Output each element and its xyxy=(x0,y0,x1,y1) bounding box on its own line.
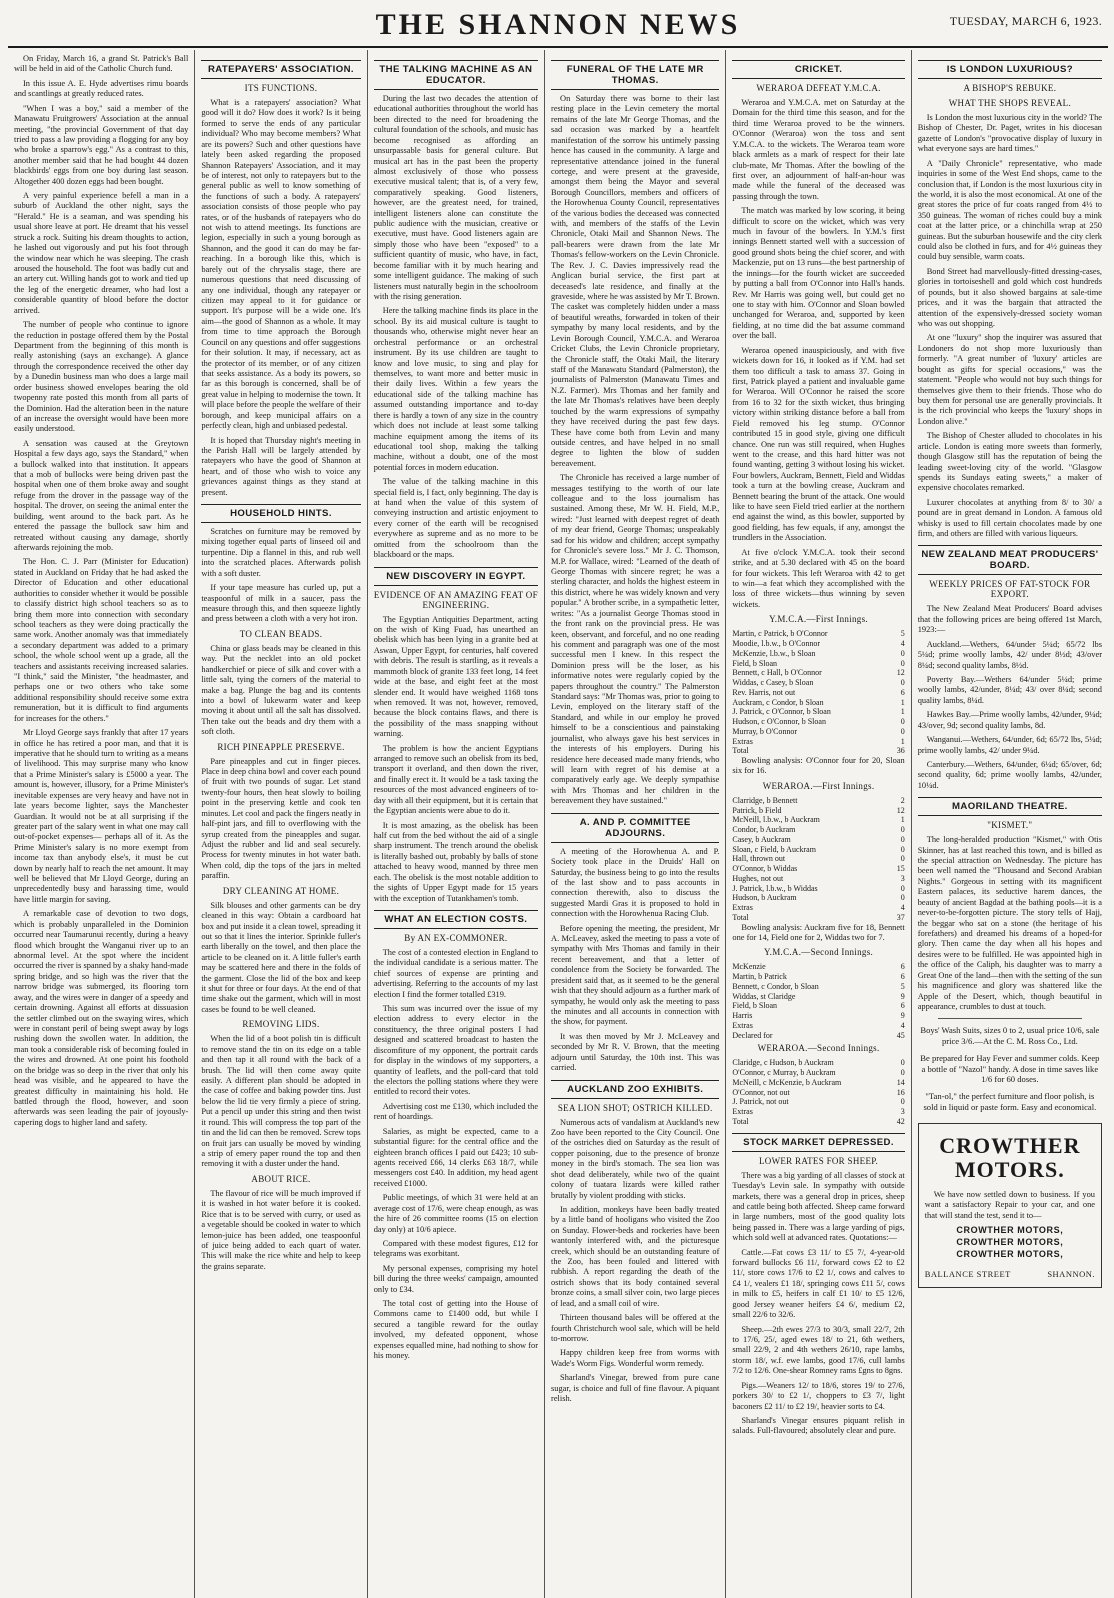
score-row xyxy=(732,1031,904,1041)
runs: 6 xyxy=(900,962,905,972)
runs: 0 xyxy=(900,726,905,736)
article-pineapple xyxy=(201,757,360,882)
paragraph: Sharland's Vinegar ensures piquant relish in salads. Full-flavoured; absolutely clear and pure. xyxy=(732,1415,905,1436)
batsman: J. Patrick, c O'Connor, b Sloan xyxy=(732,707,831,717)
headline-london-luxurious: IS LONDON LUXURIOUS? xyxy=(918,60,1102,79)
runs: 4 xyxy=(900,1020,905,1030)
paragraph: This sum was incurred over the issue of my election address to every elector in the constituency, the three original posters I had designed and scattered broadcast to hasten the discomfiture of my opponent, the portrait cards for display in the windows of my supporters, a quantity of leaflets, and the poll-card that told the electors the polling stations where they were entitled to record their votes. xyxy=(373,1004,539,1097)
subhead-pineapple: RICH PINEAPPLE PRESERVE. xyxy=(217,741,345,752)
runs: 37 xyxy=(896,912,905,922)
paragraph: A meeting of the Horowhenua A. and P. Society took place in the Druids' Hall on Saturday, the business being to go into the results of the last show and to pass accounts in connection therewith, also to discuss the suggested Mardi Gras it is proposed to hold in connection with the Horowhenua Racing Club. xyxy=(551,846,720,919)
batsman: O'Connor, c Murray, b Auckram xyxy=(732,1068,836,1078)
runs: 0 xyxy=(900,825,905,835)
article-ap-committee xyxy=(551,847,719,1074)
subhead-auckland-zoo: SEA LION SHOT; OSTRICH KILLED. xyxy=(557,1102,713,1113)
batsman: Claridge, c Hudson, b Auckram xyxy=(732,1058,834,1068)
paragraph: Pare pineapples and cut in finger pieces. Place in deep china bowl and cover each pound of fruit with two pounds of sugar. Let stand twenty-four hours, then heat slowly to boiling point in the preserving kettle and cook ten minutes. Let cool and pack the fingers neatly in half-pint jars, and fill to overflowing with the syrup created from the pineapples and sugar. Adjust the rubber and lid and seal securely. Process for twenty minutes in hot water bath. When cold, dip the tops of the jars in melted paraffin. xyxy=(201,756,361,881)
score-row xyxy=(732,806,904,816)
article-cricket xyxy=(732,98,904,610)
headline-cricket: CRICKET. xyxy=(732,60,904,79)
issue-date: TUESDAY, MARCH 6, 1923. xyxy=(949,14,1102,28)
runs: 1 xyxy=(900,707,905,717)
batsman: Patrick, b Field xyxy=(732,805,782,815)
crowther-ad-line: CROWTHER MOTORS, xyxy=(956,1249,1064,1260)
paragraph: On Friday, March 16, a grand St. Patrick's Ball will be held in aid of the Catholic Church fund. xyxy=(14,54,189,74)
batsman: McKenzie, l.b.w., b Sloan xyxy=(732,648,816,658)
batsman: Declared for xyxy=(732,1030,773,1040)
crowther-motors-ad xyxy=(918,1123,1102,1289)
score-row xyxy=(732,1068,904,1078)
subhead-functions: ITS FUNCTIONS. xyxy=(244,83,318,93)
score-row xyxy=(732,1078,904,1088)
bowling-analysis-1: Bowling analysis: O'Connor four for 20, Sloan six for 16. xyxy=(732,756,905,776)
batsman: Field, b Sloan xyxy=(732,1001,778,1011)
score-row xyxy=(732,962,904,972)
runs: 15 xyxy=(896,864,905,874)
scorecard-title-1: Y.M.C.A.—First Innings. xyxy=(769,614,868,625)
score-row xyxy=(732,1097,904,1107)
batsman: Widdas, c Casey, b Sloan xyxy=(732,678,814,687)
paragraph: Hawkes Bay.—Prime woolly lambs, 42/under, 9¼d; 43/over, 9d; second quality lambs, 8d. xyxy=(917,710,1102,730)
paragraph: Thirteen thousand bales will be offered at the fourth Christchurch wool sale, which will be held to-morrow. xyxy=(551,1313,720,1343)
score-row xyxy=(732,913,904,923)
paragraph: The flavour of rice will be much improved if it is washed in hot water before it is cooked. Rice that is to be served with curry, or used as a vegetable should be cooked in water to which lemon-juice has been added, one teaspoonful of juice being added to each quart of water. This will make the rice white and help to keep the grains separate. xyxy=(201,1188,361,1271)
score-row xyxy=(732,688,904,698)
paragraph: Weraroa opened inauspiciously, and with five wickets down for 16, it looked as if Y.M. had set them too difficult a task to amass 37. Going in first, Patrick played a patient and invaluable game for Weraroa. Will O'Connor he raised the score from 16 to 32 for the sixth wicket, thus bringing victory within striking distance before a ball from Field removed his leg stump. O'Connor contributed 15 in good style, giving one difficult chance. One run was still required, when Hughes went to the crease, and this hard hitter was not found wanting, getting 3 without losing his wicket. Four bowlers, Auckram, Bennett, Field and Widdas took a turn at the bowling crease, Auckram and Bennett bearing the brunt of the attack. One would like to have seen Field tried earlier at the northern end against the wind, as this bowler, supported by good fielding, has few equals, if any, amongst the trundlers in the Association. xyxy=(732,345,905,543)
crowther-ad-line: CROWTHER MOTORS, xyxy=(956,1237,1064,1248)
paragraph: Here the talking machine finds its place in the school. By its aid musical culture is taught to thousands who, otherwise might never hear an orchestral performance or an orchestral instrument. By its use children are taught to know and love music, to sing and play for themselves, to want more and better music in their daily lives. Within a few years the educational side of the talking machine has assumed outstanding importance and to-day there is hardly a town of any size in the country which does not include at least some talking machine equipment among the items of its educational tool shop, making the talking machine, without a doubt, one of the most potential forces in modern education. xyxy=(373,306,539,472)
paragraph: The value of the talking machine in this special field is, I fact, only beginning. The day is at hand when the value of this system of conveying instruction and artistic enjoyment to every corner of the earth will be recognised everywhere as supreme and as no more to be omitted from the schoolroom than the blackboard or the maps. xyxy=(373,477,539,560)
score-row xyxy=(732,835,904,845)
article-ratepayers xyxy=(201,98,360,498)
batsman: Extras xyxy=(732,1020,753,1030)
bowling-analysis-2: Bowling analysis: Auckram five for 18, Bennett one for 14, Field one for 2, Widdas two for 7. xyxy=(732,922,905,943)
scorecard-3 xyxy=(732,962,904,1040)
scorecard-1 xyxy=(732,629,904,756)
subhead-bishops-rebuke: A BISHOP'S REBUKE. xyxy=(963,83,1057,93)
batsman: Hughes, not out xyxy=(732,873,784,883)
score-row xyxy=(732,1001,904,1011)
paragraph: During the last two decades the attention of educational authorities throughout the world has been directed to the need for broadening the cultural foundation of the schools, and music has become recognised as affording an unsurpassable basis for general culture. But musical art has in the past been the property almost exclusively of those who possess executive musical talent; that is, of a very few, comparatively speaking. Good listeners, however, are the greatest need, for trained, intelligent listeners alone can constitute the public audience with the musician, creative or executive, must have. Good listeners again are simply those who have been "exposed" to a sufficient quantity of music, who have, in fact, become familiar with it by much hearing and some intelligent guidance. The making of such listeners must naturally begin in the schoolroom with the rising generation. xyxy=(373,94,539,302)
runs: 0 xyxy=(900,834,905,844)
score-row xyxy=(732,1021,904,1031)
paragraph: "Tan-ol," the perfect furniture and floor polish, is sold in liquid or paste form. Easy and economical. xyxy=(923,1091,1097,1112)
score-row xyxy=(732,884,904,894)
score-row xyxy=(732,746,904,756)
batsman: Hall, thrown out xyxy=(732,854,786,864)
runs: 45 xyxy=(896,1030,905,1040)
paragraph: Advertising cost me £130, which included the rent of hoardings. xyxy=(373,1101,539,1122)
paragraph: Sharland's Vinegar, brewed from pure cane sugar, is choice and full of fine flavour. A piquant relish. xyxy=(551,1373,720,1404)
runs: 12 xyxy=(896,805,905,815)
score-row xyxy=(732,845,904,855)
article-about-rice xyxy=(201,1189,360,1272)
batsman: Martin, c Patrick, b O'Connor xyxy=(732,629,828,639)
runs: 0 xyxy=(900,648,905,658)
score-row xyxy=(732,668,904,678)
batsman: Rev. Harris, not out xyxy=(732,687,796,697)
paragraph: Wanganui.—Wethers, 64/under, 6d; 65/72 lbs, 5¼d; prime woolly lambs, 42/ under 9¼d. xyxy=(917,735,1102,755)
scorecard-4 xyxy=(732,1058,904,1126)
paragraph: Luxurer chocolates at anything from 8/ to 30/ a pound are in great demand in London. A famous old whisky is used to fill certain chocolates made by one firm, and others are filled with various liqueurs. xyxy=(917,497,1102,539)
paragraph: A remarkable case of devotion to two dogs, which is probably unparalleled in the Dominion occurred near Taumarunui recently, during a heavy flood which brought the Wanganui river up to an abnormal level. At the spot where the incident occurred the river is spanned by a shaky hand-made spring bridge, and so high was the river that the narrow bridge was submerged, its flooring torn away, and the wires were in danger of a speedy and certain drowning. Against all efforts at dissuasion the settler climbed out on the swaying wires, which were in constant peril of being swept away by logs rushing down the swollen water. In addition, the man took a considerable risk of becoming fouled in the wires and drowned. At one point his foothold on the bridge was so deep in the river that only his head was visible, and he appeared to have the greatest difficulty in maintaining his hold. He battled through the flood, however, and soon afterwards was seen leading the pair of joyously-capering dogs to higher land and safety. xyxy=(14,909,189,1127)
paragraph: The Egyptian Antiquities Department, acting on the wish of King Fuad, has unearthed an obelisk which has been lying in a granite bed at Aswan, Upper Egypt, for centuries, half covered with debris. The result is startling, as it reveals a mammoth block of granite 133 feet long, 14 feet wide at the base, and eight feet at the most slender end. It would have weighed 1168 tons when removed. It was not, however, removed, because the block contains flaws, and there is the possibility of the mass snapping without warning. xyxy=(373,614,539,739)
paragraph: The Bishop of Chester alluded to chocolates in his article. London is eating more sweets than formerly, though Glasgow still has the reputation of being the leading sweet-loving city of the world. "Glasgow spends its Sundays eating sweets," a maker of expensive chocolates remarked. xyxy=(917,431,1102,493)
score-row xyxy=(732,854,904,864)
batsman: Extras xyxy=(732,903,753,913)
score-row xyxy=(732,1107,904,1117)
paragraph: Scratches on furniture may be removed by mixing together equal parts of linseed oil and turpentine. Dip a flannel in this, and rub well into the scratched places. Afterwards polish with a soft duster. xyxy=(201,527,361,578)
subhead-egypt: EVIDENCE OF AN AMAZING FEAT OF ENGINEERING. xyxy=(373,589,538,610)
score-row xyxy=(732,796,904,806)
paragraph: The long-heralded production "Kismet," with Otis Skinner, has at last reached this town, and is billed as the special attraction on Wednesday. The picture has been well named the "Thousand and Second Arabian Nights." Gorgeous in setting with its magnificent Eastern palaces, its seductive harem dances, the beauty of ancient Bagdad at the bathing pools—it is a never-to-be-forgotten picture. The story tells of Hajj, the beggar who sat on a stone (the heritage of his forefathers) and dreamed his dreams of a hoped-for glory. Then came the day when all his hopes and desires were to be fulfilled. He was appointed high in the office of the Caliph, his daughter was to marry a Great One of the land—then with the setting of the sun his magnificence and glory was shattered like the Apple of the Desert, which, though beautiful in appearance, crumbles to dust at touch. xyxy=(917,835,1102,1011)
score-row xyxy=(732,815,904,825)
runs: 3 xyxy=(900,1107,905,1117)
runs: 0 xyxy=(900,844,905,854)
subhead-kismet: "KISMET." xyxy=(987,820,1033,831)
runs: 14 xyxy=(896,1077,905,1087)
score-row xyxy=(732,737,904,747)
runs: 5 xyxy=(900,981,905,991)
article-stock-market xyxy=(732,1171,904,1437)
paragraph: The Hon. C. J. Parr (Minister for Education) stated in Auckland on Friday that he had asked the Director of Education and other educational authorities to consider whether it would be possible to classify district high school teachers so as to bring them more into connection with secondary school teachers as they were doing practically the same work. Another anomaly was that immediately a secondary department was added to a primary school, the whole school went up a grade, all the teachers and assistants receiving increased salaries. "I think," said the Minister, "the headmaster, and perhaps one or two others who take some additional responsibility should receive some extra remuneration, but it is difficult to find arguments for increases for the others." xyxy=(14,557,189,723)
subhead-removing-lids: REMOVING LIDS. xyxy=(242,1019,320,1030)
runs: 36 xyxy=(896,746,905,756)
paragraph: Silk blouses and other garments can be dry cleaned in this way: Obtain a cardboard hat box and put inside it a clean towel, spreading it out so that it lines the interior. Sprinkle fuller's earth liberally on the towel, and then place the article to be cleaned on it. A little fuller's earth may be scattered here and there in the folds of the garment. Close the lid of the box and keep it shut for three or four days. At the end of that time shake out the garment, which will in most cases be found to be well cleaned. xyxy=(201,900,361,1014)
paragraph: What is a ratepayers' association? What good will it do? How does it work? Is it being formed to serve the ends of any particular individual? Who may become members? What are its powers? Such and other questions have lately been asked regarding the proposed Shannon Ratepayers' Association, and it may be of interest, not only to ratepayers but to the general public as well to know something of the functions of such a body. A ratepayers' association consists of those people who pay rates, or of the husbands of ratepayers who do not wish to attend meetings. Its functions are legion, especially in such a young borough as Shannon, and the good it can do may be far-reaching. In a borough like this, which is barely out of the chrysalis stage, there are numerous questions that need discussing of any one individual, though any ratepayer or citizen may appeal to it for guidance or support. It's purpose will be a wide one. It's aim—the good of Shannon as a whole. It may from time to time approach the Borough Council on any questions and offer suggestions for their solution. It may, if necessary, act as the protector of its member, or of any citizen that seeks assistance. As a body its powers, so far as this borough is concerned, shall be of great value in helping to modernise the town. It will place before the people the welfare of their borough, and keep municipal affairs on a perfectly clean, high and unbiased pedestal. xyxy=(201,98,361,431)
paragraph: Happy children keep free from worms with Wade's Worm Figs. Wonderful worm remedy. xyxy=(551,1348,720,1368)
article-talking-machine xyxy=(374,94,538,561)
paragraph: A sensation was caused at the Greytown Hospital a few days ago, says the Standard," when a bullock walked into that institution. It appears that a mob of bullocks were being driven past the hospital when one of them broke away and sought refuge from the drover in the passage way of the hospital. The drover, on seeing the animal enter the building, went around to the back part. As he entered the passage the bullock saw him and retreated without causing any damage, shortly afterwards rejoining the mob. xyxy=(14,438,189,552)
batsman: Auckram, c Condor, b Sloan xyxy=(732,697,824,707)
divider xyxy=(938,1018,1082,1019)
subhead-meat-board: WEEKLY PRICES OF FAT-STOCK FOR EXPORT. xyxy=(929,579,1091,600)
paragraph: In addition, monkeys have been badly treated by a little band of hooligans who visited the Zoo on Sunday. Flower-beds and rockeries have been wantonly interfered with, and the picturesque creek, which should be an outstanding feature of the Zoo, has been fouled and littered with rubbish. A report regarding the death of the ostrich shows that its body contained several bronze coins, a small silver coin, two large pieces of lead, and a small coil of wire. xyxy=(551,1204,720,1308)
paragraph: At five o'clock Y.M.C.A. took their second strike, and at 5.30 declared with 45 on the board for four wickets. This left Weraroa with 42 to get to win—a feat which they accomplished with the loss of three wickets—thus winning by seven wickets. xyxy=(732,547,905,609)
score-row xyxy=(732,639,904,649)
paragraph: Before opening the meeting, the president, Mr A. McLeavey, asked the meeting to pass a vote of sympathy with Mrs Thomas and family in their recent bereavement, and that a letter of condolence from the Society be forwarded. The president said that, as it seemed to be the general wish that they should adjourn as a further mark of sympathy, he would only ask the meeting to pass the minutes and all accounts in connection with the show, for payment. xyxy=(551,923,720,1027)
runs: 0 xyxy=(900,883,905,893)
paragraph: Compared with these modest figures, £12 for telegrams was exorbitant. xyxy=(373,1238,539,1259)
paragraph: At one "luxury" shop the inquirer was assured that Londoners do not shop more luxuriously than formerly. "A great number of 'luxury' articles are bought as gifts for special occasions," was the statement. "People who would not buy such things for themselves give them to their friends. Those who do buy them for personal use are generally provincials. It is the rich provincial who keeps the 'luxury' shops in London alive." xyxy=(917,333,1102,426)
headline-auckland-zoo: AUCKLAND ZOO EXHIBITS. xyxy=(551,1080,719,1099)
score-row xyxy=(732,678,904,688)
batsman: Extras xyxy=(732,1107,753,1117)
runs: 6 xyxy=(900,1001,905,1011)
column-3 xyxy=(368,50,545,1598)
scorecard-title-2: WERAROA.—First Innings. xyxy=(762,780,875,791)
runs: 3 xyxy=(900,873,905,883)
batsman: Field, b Sloan xyxy=(732,658,778,668)
paragraph: The match was marked by low scoring, it being difficult to score on the wicket, which was very much in favour of the bowlers. In Y.M.'s first innings Bennett started well with a succession of good ground shots being the chief scorer, and with Mackenzie, put on 13 runs—the best partnership of the innings—for the fourth wicket are succeeded by putting a ball from O'Connor into Hall's hands. Rev. Mr Harris was going well, but could get no one to stay with him. O'Connor and Sloan bowled unchanged for Weraroa, and, supported by keen fielding, at no time did the bat assume command over the ball. xyxy=(732,206,905,341)
score-row xyxy=(732,982,904,992)
runs: 5 xyxy=(900,629,905,639)
small-ads xyxy=(918,1025,1102,1112)
batsman: J. Patrick, l.b.w., b Widdas xyxy=(732,883,818,893)
newspaper-title: THE SHANNON NEWS xyxy=(375,8,741,41)
subhead-cricket: WERAROA DEFEAT Y.M.C.A. xyxy=(756,83,881,93)
article-egypt xyxy=(374,615,538,904)
batsman: Moodie, l.b.w., b O'Connor xyxy=(732,639,820,648)
runs: 6 xyxy=(900,687,905,697)
batsman: Sloan, c Field, b Auckram xyxy=(732,844,816,854)
batsman: O'Connor, b Widdas xyxy=(732,864,798,874)
score-row xyxy=(732,874,904,884)
score-row xyxy=(732,972,904,982)
paragraph: Public meetings, of which 31 were held at an average cost of 17/6, were cheap enough, as was the hire of 26 committee rooms (15 on election day only) at 10/6 apiece. xyxy=(373,1193,539,1234)
runs: 2 xyxy=(900,795,905,805)
paragraph: Boys' Wash Suits, sizes 0 to 2, usual price 10/6, sale price 3/6.—At the C. M. Ross Co., Ltd. xyxy=(920,1025,1100,1047)
scorecard-title-3: Y.M.C.A.—Second Innings. xyxy=(764,947,874,958)
headline-funeral: FUNERAL OF THE LATE MR THOMAS. xyxy=(551,60,719,90)
batsman: Hudson, c O'Connor, b Sloan xyxy=(732,717,826,726)
headline-maoriland-theatre: MAORILAND THEATRE. xyxy=(918,797,1102,816)
paragraph: The total cost of getting into the House of Commons came to £1400 odd, but while I secured a tangible reward for the outlay involved, my defeated opponent, whose expenses equalled mine, had nothing to show for his money. xyxy=(373,1299,539,1361)
paragraph: A very painful experience befell a man in a suburb of Auckland the other night, says the "Herald." He is a seaman, and was spending his usual shore leave at port. He dreamt that his vessel struck a rock. Suiting his dream thoughts to action, he lashed out vigorously and put his foot through the window near which he was sleeping. The crash aroused the household. The foot was badly cut and an artery cut. Willing hands got to work and tied up the leg of the energetic dreamer, who had lost a considerable quantity of blood before the doctor arrived. xyxy=(14,191,189,315)
headline-household-hints: HOUSEHOLD HINTS. xyxy=(201,504,360,523)
subhead-about-rice: ABOUT RICE. xyxy=(251,1173,311,1184)
runs: 9 xyxy=(900,1011,905,1021)
batsman: Casey, b Auckram xyxy=(732,834,791,844)
paragraph: The number of people who continue to ignore the reduction in postage offered them by the Postal Department from the beginning of this month is really astonishing (says an exchange). A glance through the correspondence received the other day by a Dunedin business man who does a large mail order business showed envelopes bearing the old twopenny rate posted this month from all parts of the Dominion. Had the alteration been in the nature of an increase the oversight would have been more easily understood. xyxy=(14,320,189,434)
headline-meat-board: NEW ZEALAND MEAT PRODUCERS' BOARD. xyxy=(918,545,1102,575)
columns xyxy=(8,50,1108,1598)
paragraph: Bond Street had marvellously-fitted dressing-cases, glories in tortoiseshell and gold which cost hundreds of pounds, but it also showed bargains at sale-time prices, and it was the bargain that attracted the attention of the expensively-dressed society woman who was out shopping. xyxy=(917,266,1102,329)
paragraph: It was then moved by Mr J. McLeavey and seconded by Mr R. V. Brown, that the meeting adjourn until Saturday, the 10th inst. This was carried. xyxy=(551,1031,720,1073)
batsman: Total xyxy=(732,912,749,922)
article-election-costs xyxy=(374,948,538,1362)
runs: 16 xyxy=(896,1087,905,1097)
paragraph: Cattle.—Fat cows £3 11/ to £5 7/, 4-year-old forward bullocks £6 11/, forward cows £2 to £2 11/, store cows 17/6 to £2 1/, cows and calves to £4 1/, vealers £1 18/, springing cows £11 5/, cows in milk to £5, heifers in calf £1 10/ to £5 12/6, good Jersey weaner heifers £4 6/, medium £2, small 22/6 to 32/6. xyxy=(732,1247,905,1320)
headline-ratepayers: RATEPAYERS' ASSOCIATION. xyxy=(201,60,360,79)
article-removing-lids xyxy=(201,1034,360,1169)
article-dry-cleaning xyxy=(201,901,360,1016)
batsman: Total xyxy=(732,746,749,756)
score-row xyxy=(732,629,904,639)
paragraph: There was a big yarding of all classes of stock at Tuesday's Levin sale. In sympathy with outside markets, there was a general drop in prices, sheep and cattle being both affected. Sheep came forward in large numbers, most of the good quality lots being passed in. There was a large yarding of pigs, which sold well at advanced rates. Quotations:— xyxy=(732,1170,905,1243)
scorecard-title-4: WERAROA.—Second Innings. xyxy=(757,1043,880,1054)
paragraph: Be prepared for Hay Fever and summer colds. Keep a bottle of "Nazol" handy. A dose in time saves like 1/6 for 60 doses. xyxy=(920,1052,1100,1085)
score-row xyxy=(732,698,904,708)
batsman: McNeill, c McKenzie, b Auckram xyxy=(732,1077,842,1087)
crowther-ad-title: CROWTHER MOTORS. xyxy=(939,1132,1081,1182)
runs: 0 xyxy=(900,1058,905,1068)
runs: 1 xyxy=(900,697,905,707)
headline-ap-committee: A. AND P. COMMITTEE ADJOURNS. xyxy=(551,813,719,843)
paragraph: On Saturday there was borne to their last resting place in the Levin cemetery the mortal remains of the late Mr George Thomas, and the sad occasion was marked by a heartfelt manifestation of the sorrow his untimely passing hence has caused in the community. A large and representative attendance joined in the funeral cortege, and were present at the graveside, amongst them being the Mayor and several Borough Councillors, members and officers of the Horowhenua County Council, representatives of the various bodies the deceased was connected with, and members of the staffs of the Levin Chronicle, Otaki Mail and Shannon News. The pall-bearers were drawn from the late Mr Thomas's fellow-workers on the Levin Chronicle. The Rev. J. C. Davies impressively read the Anglican burial service, the first part at deceased's late residence, and finally at the graveside, where he was assisted by Mr T. Brown. The casket was completely hidden under a mass of beautiful wreaths, forwarded in token of their sympathy by many local residents, and by the Levin Borough Council, Y.M.C.A. and Weraroa Cricket Clubs, the Levin Chronicle proprietary, the Chronicle staff, the Otaki Mail, the literary staff of the Manawatu Standard (Palmerston), the journalists of Palmerston (Manawatu Times and N.Z. Farmer). Mrs Thomas and her family and the late Mr Thomas's relatives have been deeply touched by the warm expressions of sympathy they have received during the past few days. These have come both from Levin and many outside centres, and have helped in no small degree to lighten the blow of sudden bereavement. xyxy=(551,94,720,468)
subhead-dry-cleaning: DRY CLEANING AT HOME. xyxy=(222,885,340,896)
batsman: J. Patrick, not out xyxy=(732,1097,789,1107)
paragraph: Numerous acts of vandalism at Auckland's new Zoo have been reported to the City Council. One of the ostriches died on Saturday as the result of copper poisoning, due to the presence of bronze money in the bird's stomach. The sea lion was shot dead deliberately, while two of the quaint colony of tuatara lizards were killed rather brutally by violent prodding with sticks. xyxy=(551,1117,720,1200)
crowther-ad-address xyxy=(925,1269,1095,1279)
headline-election-costs: WHAT AN ELECTION COSTS. xyxy=(374,910,538,929)
paragraph: Pigs.—Weaners 12/ to 18/6, stores 19/ to 27/6, porkers 30/ to £2 1/, choppers to £3 7/, light baconers £2 11/ to £2 19/, heavier sorts to £4. xyxy=(732,1380,905,1411)
batsman: Bennett, c Condor, b Sloan xyxy=(732,981,819,991)
score-row xyxy=(732,1011,904,1021)
paragraph: When the lid of a boot polish tin is difficult to remove stand the tin on its edge on a table and then tap it all round with the back of a brush. The lid will then come away quite easily. A different plan should be adopted in the case of coffee and baking powder tins. Just below the lid tie very firmly a piece of string. Put a pencil up under this string and then twist it round. This will compress the top part of the tin and the lid can then be removed. Screw tops on fruit jars can usually be moved by winding a strip of emery paper round the top and then removing it with a duster under the hand. xyxy=(201,1034,361,1169)
column-1 xyxy=(8,50,195,1598)
batsman: Murray, b O'Connor xyxy=(732,726,798,736)
paragraph: Mr Lloyd George says frankly that after 17 years in office he has retired a poor man, and that it is imperative that he should turn to writing as a means of livelihood. This may surprise many who know that a Prime Minister's salary is £5000 a year. The amount is, however, illusory, for a Prime Minister's inevitable expenses are very heavy and have not in late years become lighter, says the Manchester Guardian. It would not be at all surprising if the greater part of the salary went in what one may call out-of-pocket expenses— perhaps all of it. As the Prime Minister's salary is no more exempt from income tax than anybody else's, it must be cut down by nearly half to reach the net amount. It may well be believed that Mr Lloyd George, during an unprecedentedly busy and harassing time, would have little margin for saving. xyxy=(14,728,189,904)
crowther-ad-line: CROWTHER MOTORS, xyxy=(956,1225,1064,1236)
paragraph: The cost of a contested election in England to the individual candidate is a serious matter. The chief sources of expense are printing and advertising. Referring to the accounts of my last election I find the former totalled £319. xyxy=(373,947,539,999)
runs: 0 xyxy=(900,717,905,726)
masthead xyxy=(8,6,1108,48)
batsman: McKenzie xyxy=(732,962,766,972)
batsman: O'Connor, not out xyxy=(732,1087,790,1097)
byline-election: By AN EX-COMMONER. xyxy=(404,932,508,943)
paragraph: The Chronicle has received a large number of messages testifying to the worth of our late colleague and to the loss journalism has sustained. Among these, Mr W. H. Field, M.P., wired: "Just learned with deepest regret of death of my dear friend, George Thomas; unspeakably sad for his widow and children; accept sympathy for Chronicle's severe loss." Mr J. C. Thomson, M.P. for Wallace, wired: "Learned of the death of George Thomas with sincere regret; he was a sterling character, and holds the highest esteem in this district, where he was widely known and very popular." A brother scribe, in a sympathetic letter, writes: "As a journalist George Thomas stood in the front rank on the provincial press. He was keen, observant, and forceful, and no one reading his comment and paragraph was one of the most successful men I knew. In this respect the Dominion press will be the loser, as his informative notes were regularly copied by the papers throughout the country." The Palmerston Standard says: "Mr Thomas was, prior to going to Levin, employed on the literary staff of the Standard, and while in our employ he proved himself to be a conscientious and painstaking journalist, who always gave his best services in the interests of his employers. During his residence here deceased made many friends, who will learn with regret of his demise at a comparatively early age. We deeply sympathise with Mrs Thomas and her children in the bereavement they have sustained." xyxy=(551,473,720,806)
column-5 xyxy=(726,50,911,1598)
runs: 12 xyxy=(896,668,905,678)
column-2 xyxy=(195,50,367,1598)
score-row xyxy=(732,1058,904,1068)
subhead-stock-market: LOWER RATES FOR SHEEP. xyxy=(758,1155,879,1166)
paragraph: My personal expenses, comprising my hotel bill during the three weeks' campaign, amounted only to £34. xyxy=(373,1263,539,1294)
paragraph: Weraroa and Y.M.C.A. met on Saturday at the Domain for the third time this season, and for the third time Weraroa proved to be the winners. O'Connor (Weraroa) won the toss and sent Y.M.C.A. to the wickets. The Weraroa team wore black armlets as a mark of respect for their late club-mate, Mr Thomas. After the bowling of the first over, an adjournment of half-an-hour was made while the funeral of the deceased was passing through the town. xyxy=(732,98,905,201)
batsman: McNeill, l.b.w., b Auckram xyxy=(732,815,820,825)
crowther-ad-body: We have now settled down to business. If you want a satisfactory Repair to your car, and one that will stand the test, send it to— xyxy=(924,1189,1095,1220)
score-row xyxy=(732,825,904,835)
headline-egypt: NEW DISCOVERY IN EGYPT. xyxy=(374,567,538,586)
score-row xyxy=(732,1088,904,1098)
runs: 1 xyxy=(900,736,905,746)
scorecard-2 xyxy=(732,796,904,923)
batsman: Condor, b Auckram xyxy=(732,825,796,835)
article-funeral xyxy=(551,94,719,807)
paragraph: Salaries, as might be expected, came to a substantial figure: for the central office and the eighteen branch offices I paid out £423; 10 sub-agents received £66, 14 clerks £63 18/7, while messengers cost £40. In addition, my head agent received £1000. xyxy=(373,1126,539,1188)
paragraph: China or glass beads may be cleaned in this way. Put the necklet into an old pocket handkerchief or piece of silk and cover with a little salt, tying the corners of the material to make a bag. Plunge the bag and its contents into a bowl of lukewarm water and keep moving it about until all the salt has dissolved. Then take out the beads and dry them with a soft cloth. xyxy=(201,643,361,737)
batsman: Total xyxy=(732,1116,749,1126)
score-row xyxy=(732,727,904,737)
article-household-hints xyxy=(201,527,360,625)
headline-talking-machine: THE TALKING MACHINE AS AN EDUCATOR. xyxy=(374,60,538,90)
paragraph: The problem is how the ancient Egyptians arranged to remove such an obelisk from its bed, transport it overland, and then down the river, and finally erect it. It would be a task taxing the resources of the most advanced engineers of to-day with all their equipment, but it is certain that the Egyptian ancients were abue to do it. xyxy=(373,743,539,816)
paragraph: A "Daily Chronicle" representative, who made inquiries in some of the West End shops, came to the conclusion that, if London is the most luxurious city in the world, it is also the most economical. At one of the great stores the price of fur coats ranged from 4½ to 350 guineas. The woman of riches could buy a mink coat at the latter price, or a chinchilla wrap at 250 guineas. But the suburban housewife and the city clerk could also be clothed in furs, and for 4½ guineas they could buy sensible, warm coats. xyxy=(917,158,1102,262)
paragraph: In this issue A. E. Hyde advertises rimu boards and scantlings at greatly reduced rates. xyxy=(14,78,189,99)
subhead-clean-beads: TO CLEAN BEADS. xyxy=(239,628,323,639)
score-row xyxy=(732,864,904,874)
batsman: Bennett, c Hall, b O'Connor xyxy=(732,668,822,678)
score-row xyxy=(732,992,904,1002)
batsman: Martin, b Patrick xyxy=(732,972,787,982)
batsman: Hudson, b Auckram xyxy=(732,893,797,903)
runs: 0 xyxy=(900,1097,905,1107)
runs: 0 xyxy=(900,678,905,687)
score-row xyxy=(732,903,904,913)
runs: 9 xyxy=(900,991,905,1001)
score-row xyxy=(732,1117,904,1127)
paragraph: It is hoped that Thursday night's meeting in the Parish Hall will be largely attended by ratepayers who have the good of Shannon at heart, and of those who wish to voice any grievances against things as they stand at present. xyxy=(201,435,361,497)
paragraph: Sheep.—2th ewes 27/3 to 30/3, small 22/7, 2th to 17/6, 25/, aged ewes 18/ to 21, 6th wethers, small 22/9, 2 and 4th wethers 26/10, rape lambs, storm 18/, w.f. ewe lambs, good 17/6, cull lambs 7/2 to 12/6. One-shear Romney rams £gns to 8gns. xyxy=(732,1324,905,1376)
subhead-shops-reveal: WHAT THE SHOPS REVEAL. xyxy=(948,98,1071,108)
paragraph: Poverty Bay.—Wethers 64/under 5¼d; prime woolly lambs, 42/under, 8¼d; 43/ over 8¼d; second quality lambs, 8¼d. xyxy=(917,674,1102,705)
runs: 0 xyxy=(900,1068,905,1078)
paragraph: Is London the most luxurious city in the world? The Bishop of Chester, Dr. Paget, writes in his diocesan gazette of London's "provocative display of luxury in what everyone says are hard times." xyxy=(917,113,1102,154)
runs: 0 xyxy=(900,893,905,903)
crowther-street: BALLANCE STREET xyxy=(924,1269,1011,1280)
article-london-luxurious xyxy=(918,113,1102,539)
paragraph: Canterbury.—Wethers, 64/under, 6¼d; 65/over, 6d; second quality, 6d; prime woolly lambs, 42/under, 10¼d. xyxy=(917,759,1102,790)
score-row xyxy=(732,717,904,727)
article-meat-board xyxy=(918,604,1102,791)
score-row xyxy=(732,893,904,903)
runs: 1 xyxy=(900,815,905,825)
runs: 4 xyxy=(900,639,905,648)
runs: 0 xyxy=(900,658,905,668)
runs: 42 xyxy=(896,1116,905,1126)
runs: 4 xyxy=(900,903,905,913)
article-clean-beads xyxy=(201,644,360,738)
paragraph: Auckland.—Wethers, 64/under 5¼d; 65/72 lbs 5¼d; prime woolly lambs, 42/ under 8½d; 43/over 8¼d; second quality lambs, 8½d. xyxy=(917,639,1102,670)
column-6 xyxy=(912,50,1108,1598)
batsman: Harris xyxy=(732,1011,753,1021)
batsman: Widdas, st Claridge xyxy=(732,991,796,1001)
runs: 0 xyxy=(900,854,905,864)
batsman: Clarridge, b Bennett xyxy=(732,795,798,805)
paragraph: "When I was a boy," said a member of the Manawatu Fruitgrowers' Association at the annual meeting, "the provincial Government of that day tried to pass a law providing a flogging for any boy who broke a sparrow's egg." As a contrast to this, another member said that he had bought 44 dozen blackbirds' eggs from one boy during last season. Altogether 400 dozen eggs had been bought. xyxy=(14,103,189,186)
score-row xyxy=(732,649,904,659)
crowther-town: SHANNON. xyxy=(1047,1269,1095,1280)
column-4 xyxy=(545,50,726,1598)
paragraph: It is most amazing, as the obelisk has been half cut from the bed without the aid of a single sharp instrument. The trench around the obelisk is literally bashed out, probably by balls of stone attached to heavy wood, manned by three men each. The obelisk is the most notable addition to the sights of Upper Egypt made for 15 years with the exception of Tutankhamen's tomb. xyxy=(373,820,539,903)
runs: 6 xyxy=(900,972,905,982)
article-kismet xyxy=(918,835,1102,1012)
paragraph: The New Zealand Meat Producers' Board advises that the following prices are being offered 1st March, 1923:— xyxy=(917,604,1102,635)
headline-stock-market: STOCK MARKET DEPRESSED. xyxy=(732,1133,904,1152)
batsman: Extras xyxy=(732,736,753,746)
score-row xyxy=(732,659,904,669)
score-row xyxy=(732,707,904,717)
article-auckland-zoo xyxy=(551,1118,719,1405)
paragraph: If your tape measure has curled up, put a teaspoonful of milk in a saucer, pass the measure through this, and then squeeze lightly and press between a cloth with a very hot iron. xyxy=(201,583,361,624)
